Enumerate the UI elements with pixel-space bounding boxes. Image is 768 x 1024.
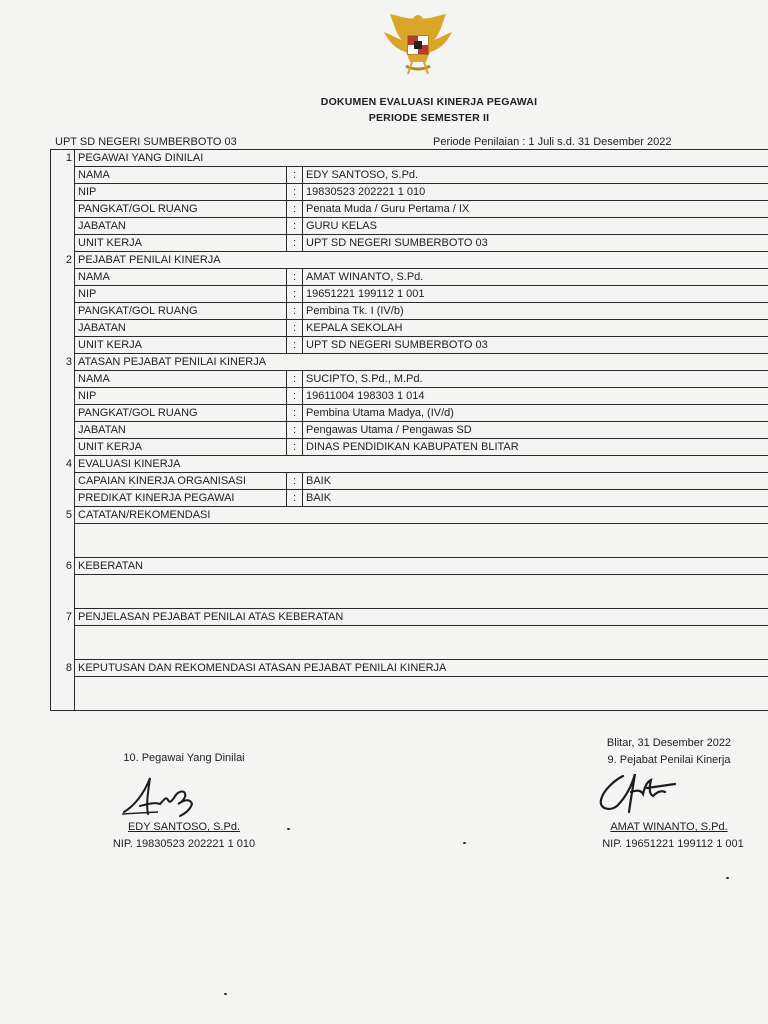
employee-name: EDY SANTOSO, S.Pd. [127, 821, 241, 833]
employee-signature-icon [118, 770, 208, 820]
field-label: PANGKAT/GOL RUANG [75, 405, 287, 422]
document-title: DOKUMEN EVALUASI KINERJA PEGAWAI [320, 96, 538, 108]
field-label: PREDIKAT KINERJA PEGAWAI [75, 490, 287, 507]
field-label: PANGKAT/GOL RUANG [75, 201, 287, 218]
field-value: SUCIPTO, S.Pd., M.Pd. [303, 371, 768, 388]
section-number: 2 [51, 252, 75, 269]
garuda-emblem-icon [378, 10, 458, 78]
section-heading: PEJABAT PENILAI KINERJA [75, 252, 768, 269]
section-heading: PEGAWAI YANG DINILAI [75, 150, 768, 167]
assessor-nip: NIP. 19651221 199112 1 001 [602, 838, 744, 850]
assessor-signature-icon [595, 768, 695, 820]
section-7-heading-row [51, 609, 768, 626]
field-value: GURU KELAS [303, 218, 768, 235]
notes-area [51, 677, 768, 711]
scan-speck [463, 842, 466, 844]
table-row: PANGKAT/GOL RUANG : Pembina Utama Madya, (IV/d) [51, 405, 768, 422]
table-row: NIP : 19651221 199112 1 001 [51, 286, 768, 303]
field-value: Penata Muda / Guru Pertama / IX [303, 201, 768, 218]
section-number: 1 [51, 150, 75, 167]
field-label: NAMA [75, 371, 287, 388]
field-label: NAMA [75, 167, 287, 184]
field-value: Pembina Tk. I (IV/b) [303, 303, 768, 320]
section-1-heading-row [51, 150, 768, 167]
table-row: CAPAIAN KINERJA ORGANISASI : BAIK [51, 473, 768, 490]
place-date: Blitar, 31 Desember 2022 [606, 737, 732, 749]
assessor-role: 9. Pejabat Penilai Kinerja [607, 754, 731, 766]
section-number: 8 [51, 660, 75, 677]
table-row: NIP : 19611004 198303 1 014 [51, 388, 768, 405]
field-value: 19830523 202221 1 010 [303, 184, 768, 201]
section-number: 5 [51, 507, 75, 524]
field-value: 19651221 199112 1 001 [303, 286, 768, 303]
field-label: JABATAN [75, 218, 287, 235]
table-row: UNIT KERJA : UPT SD NEGERI SUMBERBOTO 03 [51, 337, 768, 354]
section-5-heading-row [51, 507, 768, 524]
section-heading: PENJELASAN PEJABAT PENILAI ATAS KEBERATAN [75, 609, 768, 626]
scan-speck [224, 993, 227, 995]
field-label: UNIT KERJA [75, 439, 287, 456]
employee-role: 10. Pegawai Yang Dinilai [123, 752, 245, 764]
section-heading: CATATAN/REKOMENDASI [75, 507, 768, 524]
section-number: 4 [51, 456, 75, 473]
section-number: 3 [51, 354, 75, 371]
period-header: Periode Penilaian : 1 Juli s.d. 31 Desember 2022 [433, 136, 672, 148]
section-heading: KEPUTUSAN DAN REKOMENDASI ATASAN PEJABAT PENILAI KINERJA [75, 660, 768, 677]
notes-area [51, 524, 768, 558]
table-row: JABATAN : GURU KELAS [51, 218, 768, 235]
section-number: 6 [51, 558, 75, 575]
section-6-heading-row [51, 558, 768, 575]
table-row: NAMA : AMAT WINANTO, S.Pd. [51, 269, 768, 286]
field-value: Pembina Utama Madya, (IV/d) [303, 405, 768, 422]
table-row: NAMA : EDY SANTOSO, S.Pd. [51, 167, 768, 184]
section-4-heading-row [51, 456, 768, 473]
section-3-heading-row [51, 354, 768, 371]
field-label: UNIT KERJA [75, 337, 287, 354]
field-label: NIP [75, 286, 287, 303]
table-row: PANGKAT/GOL RUANG : Penata Muda / Guru Pertama / IX [51, 201, 768, 218]
field-value: BAIK [303, 473, 768, 490]
field-value: 19611004 198303 1 014 [303, 388, 768, 405]
section-heading: KEBERATAN [75, 558, 768, 575]
field-value: UPT SD NEGERI SUMBERBOTO 03 [303, 337, 768, 354]
table-row: PANGKAT/GOL RUANG : Pembina Tk. I (IV/b) [51, 303, 768, 320]
notes-area [51, 575, 768, 609]
table-row: UNIT KERJA : DINAS PENDIDIKAN KABUPATEN BLITAR [51, 439, 768, 456]
table-row: PREDIKAT KINERJA PEGAWAI : BAIK [51, 490, 768, 507]
field-value: DINAS PENDIDIKAN KABUPATEN BLITAR [303, 439, 768, 456]
table-row: NAMA : SUCIPTO, S.Pd., M.Pd. [51, 371, 768, 388]
scan-speck [726, 877, 729, 879]
assessor-name: AMAT WINANTO, S.Pd. [610, 821, 728, 833]
field-value: BAIK [303, 490, 768, 507]
field-label: NIP [75, 388, 287, 405]
scan-speck [287, 828, 290, 830]
section-number: 7 [51, 609, 75, 626]
field-label: NIP [75, 184, 287, 201]
field-label: JABATAN [75, 422, 287, 439]
section-2-heading-row [51, 252, 768, 269]
field-value: AMAT WINANTO, S.Pd. [303, 269, 768, 286]
table-row: JABATAN : Pengawas Utama / Pengawas SD [51, 422, 768, 439]
section-heading: ATASAN PEJABAT PENILAI KINERJA [75, 354, 768, 371]
field-label: CAPAIAN KINERJA ORGANISASI [75, 473, 287, 490]
unit-header: UPT SD NEGERI SUMBERBOTO 03 [55, 136, 237, 148]
field-label: JABATAN [75, 320, 287, 337]
section-heading: EVALUASI KINERJA [75, 456, 768, 473]
field-value: EDY SANTOSO, S.Pd. [303, 167, 768, 184]
section-8-heading-row [51, 660, 768, 677]
field-value: KEPALA SEKOLAH [303, 320, 768, 337]
notes-area [51, 626, 768, 660]
evaluation-form-table [50, 149, 768, 711]
document-subtitle: PERIODE SEMESTER II [368, 112, 490, 124]
field-label: UNIT KERJA [75, 235, 287, 252]
field-value: Pengawas Utama / Pengawas SD [303, 422, 768, 439]
table-row: UNIT KERJA : UPT SD NEGERI SUMBERBOTO 03 [51, 235, 768, 252]
field-value: UPT SD NEGERI SUMBERBOTO 03 [303, 235, 768, 252]
table-row: JABATAN : KEPALA SEKOLAH [51, 320, 768, 337]
field-label: PANGKAT/GOL RUANG [75, 303, 287, 320]
table-row: NIP : 19830523 202221 1 010 [51, 184, 768, 201]
field-label: NAMA [75, 269, 287, 286]
employee-nip: NIP. 19830523 202221 1 010 [112, 838, 256, 850]
